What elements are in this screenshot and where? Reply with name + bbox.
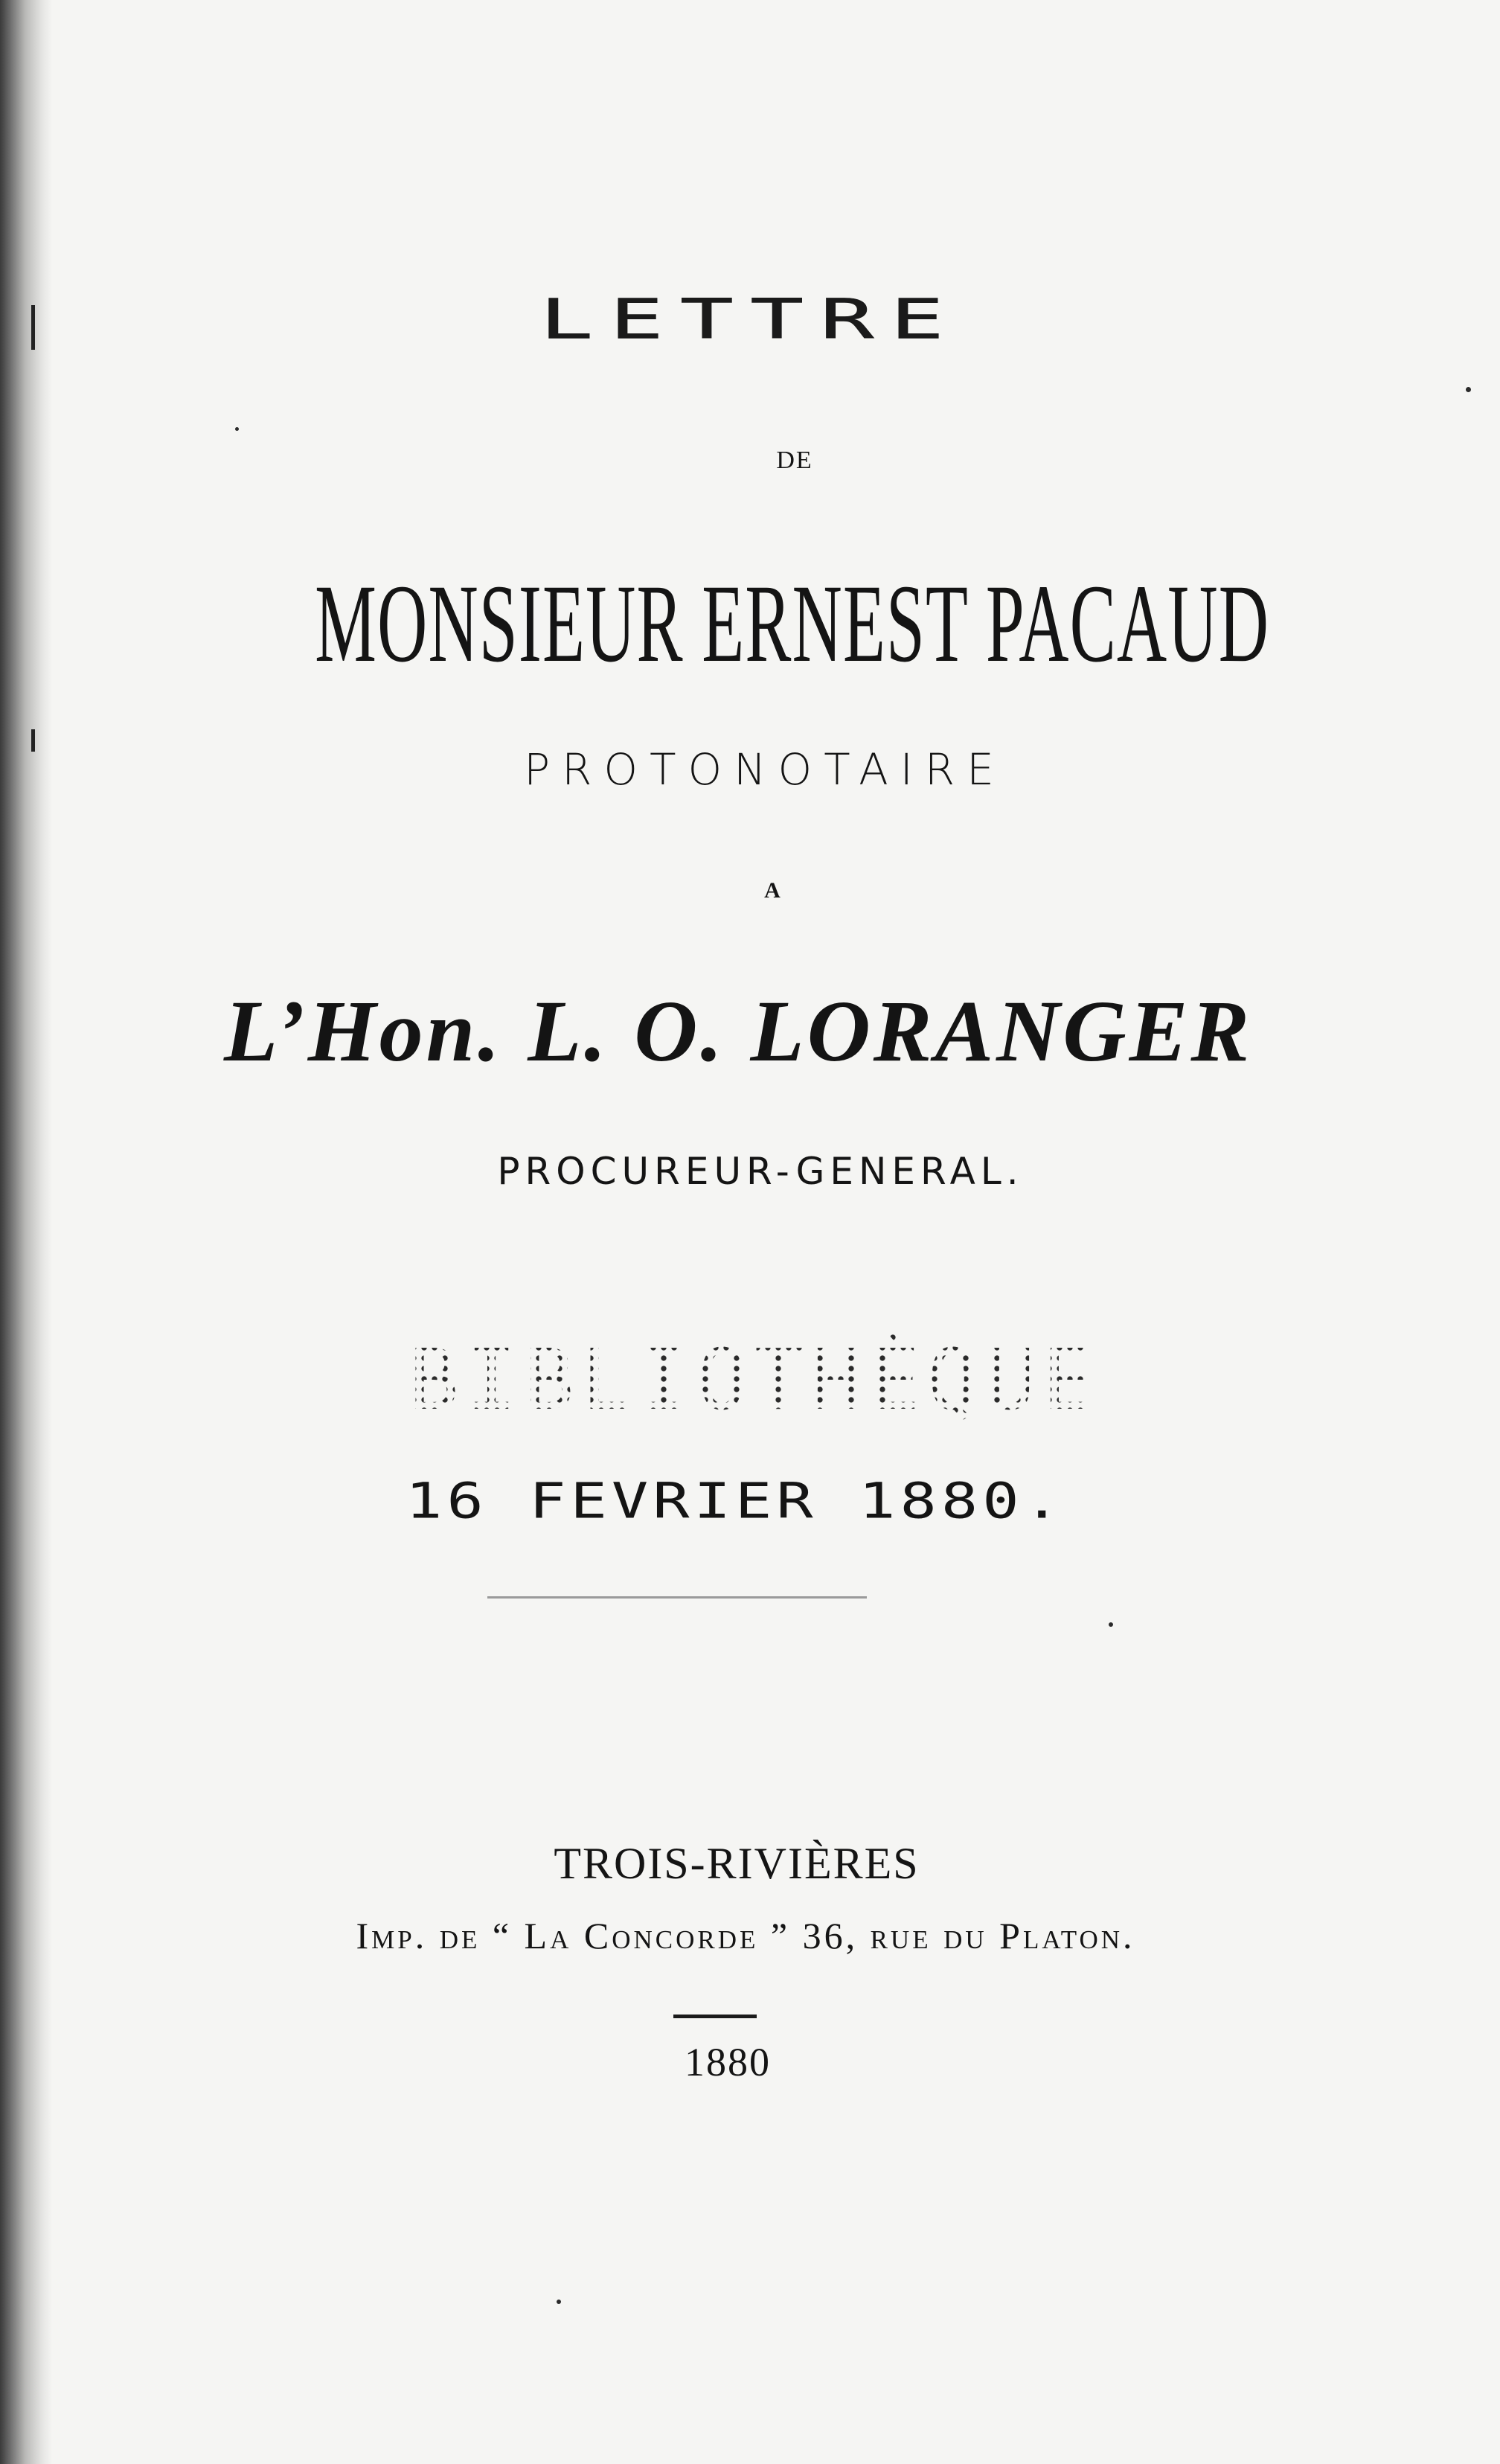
divider-rule bbox=[487, 1596, 867, 1599]
place-of-publication: TROIS-RIVIÈRES bbox=[554, 1839, 920, 1888]
dust-speck bbox=[1109, 1622, 1113, 1627]
recipient-name: L’Hon. L. O. LORANGER bbox=[223, 982, 1253, 1080]
dust-speck bbox=[235, 427, 239, 431]
printer-imprint: Imp. de “ La Concorde ” 36, rue du Platon. bbox=[356, 1915, 1135, 1956]
letter-date: 16 FEVRIER 1880. bbox=[406, 1473, 1065, 1530]
preposition-de: DE bbox=[776, 447, 813, 474]
recipient-role: PROCUREUR-GENERAL. bbox=[497, 1150, 1024, 1193]
stamp-text: BIBLIOTHÈQUE bbox=[408, 1332, 1100, 1429]
dust-speck bbox=[1466, 387, 1471, 392]
year-rule bbox=[673, 2015, 757, 2018]
dust-speck bbox=[557, 2300, 561, 2304]
author-name: MONSIEUR ERNEST PACAUD bbox=[315, 562, 1270, 685]
title-lettre: LETTRE bbox=[539, 287, 961, 352]
preposition-a: A bbox=[764, 878, 781, 903]
publication-year: 1880 bbox=[685, 2040, 771, 2084]
author-role: PROTONOTAIRE bbox=[524, 744, 1006, 795]
perforated-stamp bbox=[4, 1332, 1500, 1429]
